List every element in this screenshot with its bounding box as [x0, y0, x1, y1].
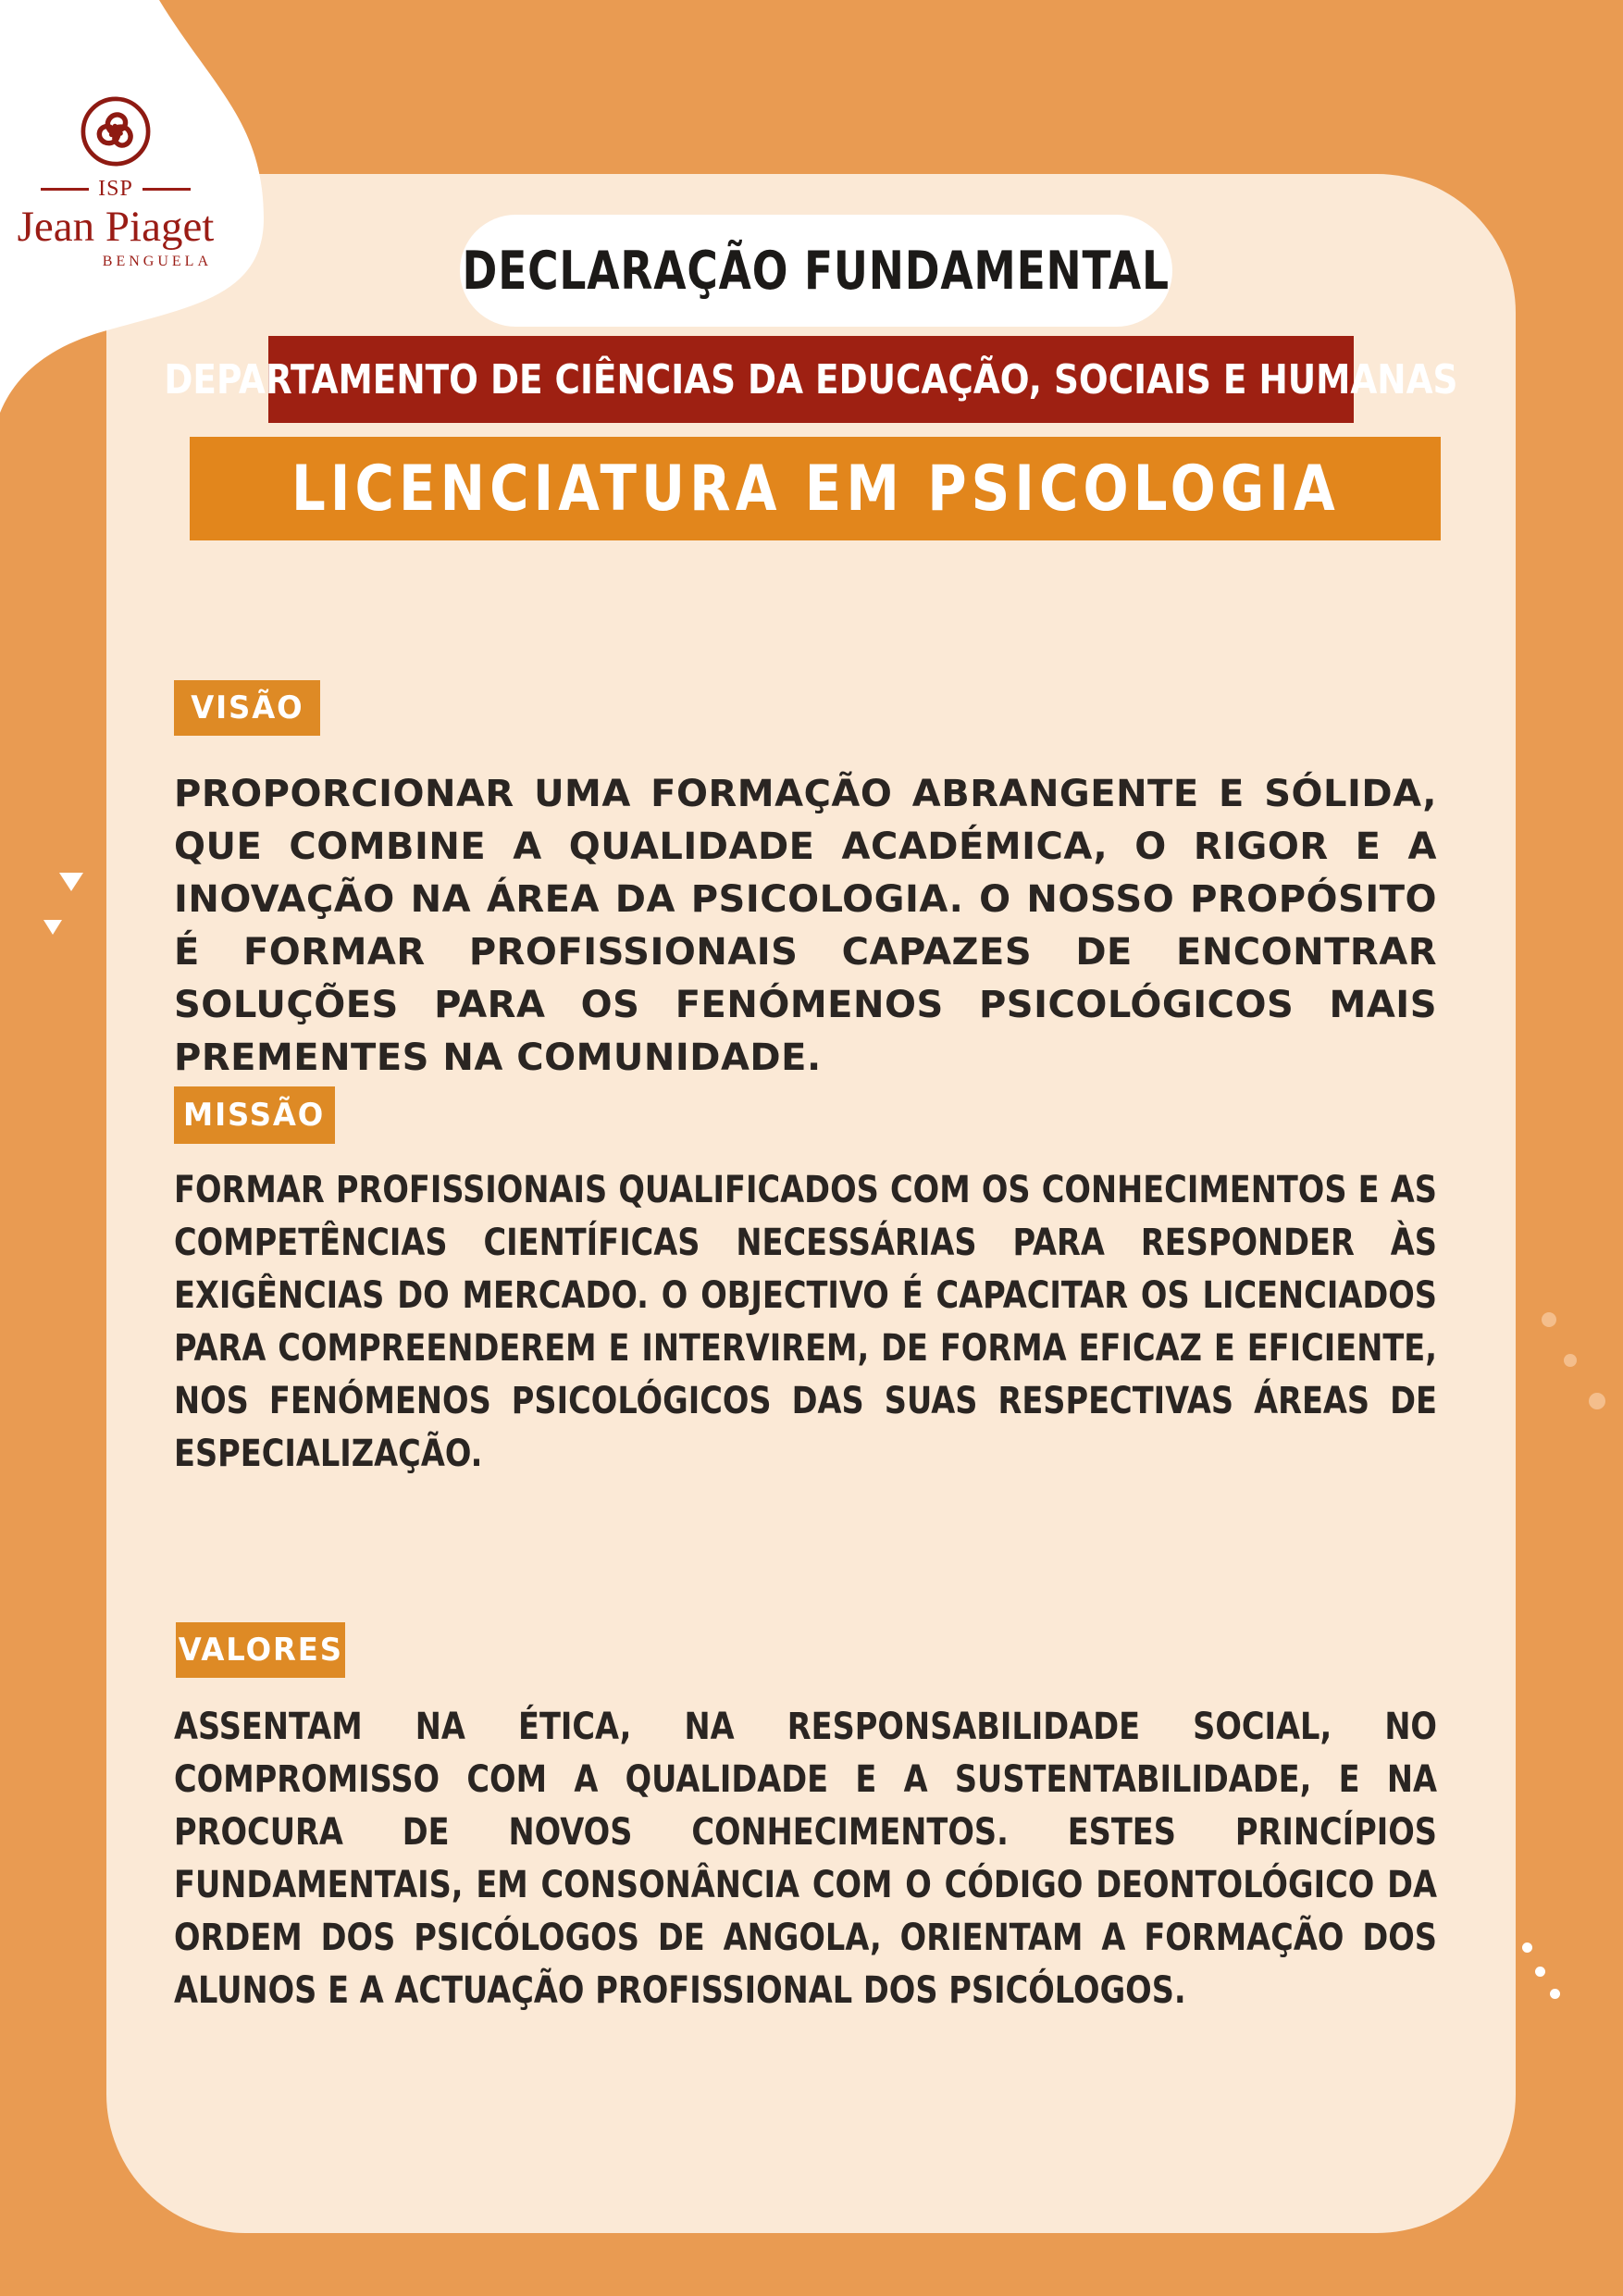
logo-rule-right	[142, 188, 191, 191]
section-badge-valores	[176, 1622, 345, 1678]
section-badge-visao	[174, 680, 320, 736]
logo-abbr: ISP	[98, 177, 133, 201]
peach-dot	[1542, 1312, 1556, 1327]
department-banner	[164, 336, 1458, 423]
section-badge-visao-label: VISÃO	[190, 689, 304, 726]
logo-location: BENGUELA	[102, 254, 212, 269]
peach-dot	[1589, 1393, 1605, 1409]
section-text-valores: ASSENTAM NA ÉTICA, NA RESPONSABILIDADE SOCIAL, NO COMPROMISSO COM A QUALIDADE E A SUSTENTABILIDADE, E NA PROCURA DE NOVOS CONHECIMENTOS. ESTES PRINCÍPIOS FUNDAMENTAIS, EM CONSONÂNCIA COM O CÓDIGO DEONTOLÓGICO DA ORDEM DOS PSICÓLOGOS DE ANGOLA, ORIENTAM A FORMAÇÃO DOS ALUNOS E A ACTUAÇÃO PROFISSIONAL DOS PSICÓLOGOS.	[174, 1706, 1437, 2012]
triskelion-icon	[80, 95, 152, 168]
section-badge-missao	[174, 1086, 335, 1144]
white-dot	[1522, 1942, 1532, 1953]
program-banner-label: LICENCIATURA EM PSICOLOGIA	[291, 452, 1340, 526]
program-banner	[190, 437, 1441, 540]
logo-rule-left	[41, 188, 89, 191]
triangle-marker-icon	[43, 920, 62, 935]
logo-abbr-row	[14, 177, 217, 202]
main-title: DECLARAÇÃO FUNDAMENTAL	[462, 240, 1171, 302]
white-dot	[1550, 1989, 1560, 1999]
section-badge-missao-label: MISSÃO	[183, 1097, 326, 1134]
section-text-visao: PROPORCIONAR UMA FORMAÇÃO ABRANGENTE E SÓLIDA, QUE COMBINE A QUALIDADE ACADÉMICA, O RIGOR E A INOVAÇÃO NA ÁREA DA PSICOLOGIA. O NOSSO PROPÓSITO É FORMAR PROFISSIONAIS CAPAZES DE ENCONTRAR SOLUÇÕES PARA OS FENÓMENOS PSICOLÓGICOS MAIS PREMENTES NA COMUNIDADE.	[174, 773, 1437, 1079]
institution-logo	[14, 95, 217, 270]
main-title-pill	[460, 215, 1172, 327]
department-banner-label: DEPARTAMENTO DE CIÊNCIAS DA EDUCAÇÃO, SOCIAIS E HUMANAS	[164, 355, 1458, 403]
section-text-missao: FORMAR PROFISSIONAIS QUALIFICADOS COM OS CONHECIMENTOS E AS COMPETÊNCIAS CIENTÍFICAS NECESSÁRIAS PARA RESPONDER ÀS EXIGÊNCIAS DO MERCADO. O OBJECTIVO É CAPACITAR OS LICENCIADOS PARA COMPREENDEREM E INTERVIREM, DE FORMA EFICAZ E EFICIENTE, NOS FENÓMENOS PSICOLÓGICOS DAS SUAS RESPECTIVAS ÁREAS DE ESPECIALIZAÇÃO.	[174, 1169, 1437, 1475]
logo-name: Jean Piaget	[17, 203, 215, 251]
peach-dot	[1564, 1354, 1577, 1367]
white-dot	[1535, 1967, 1545, 1977]
triangle-marker-icon	[59, 873, 83, 891]
section-badge-valores-label: VALORES	[178, 1632, 343, 1669]
